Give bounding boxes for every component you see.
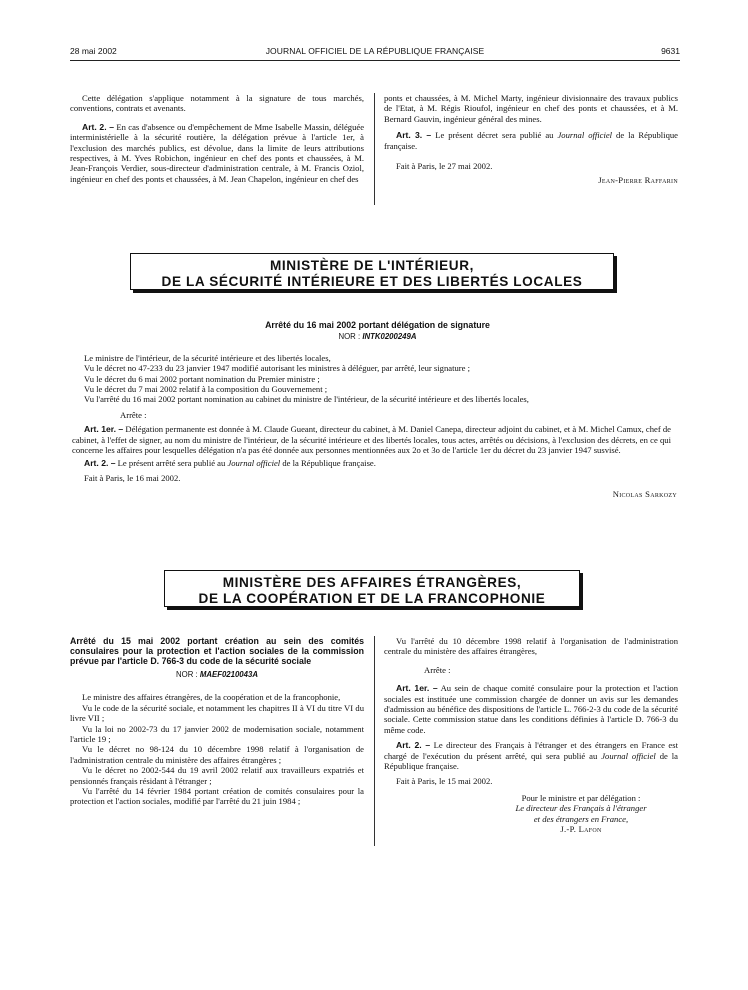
header-rule (70, 60, 680, 61)
signature-intro: Pour le ministre et par délégation : (521, 792, 641, 803)
article-label: Art. 1er. – (396, 683, 438, 694)
fait-a-paris: Fait à Paris, le 16 mai 2002. (84, 472, 181, 483)
nor-label: NOR : (338, 332, 363, 342)
journal-officiel-ref: Journal officiel (227, 458, 281, 469)
article-text: Le directeur des Français à l'étranger et des étrangers en France est chargé de l'exécution du présent arrêté, qui sera publié au (384, 740, 678, 761)
ministry-interieur-box (130, 253, 614, 290)
article-text: de la République française. (384, 130, 678, 151)
visa-line: Vu le décret no 98-124 du 10 décembre 1998 relatif à l'organisation de l'administration centrale du ministère des affaires étrangères ; (70, 744, 364, 765)
visa-line: Vu le décret no 2002-544 du 19 avril 2002 relatif aux travailleurs expatriés et pensionnés français résidant à l'étranger ; (70, 765, 364, 786)
ministry-line-1: MINISTÈRE DES AFFAIRES ÉTRANGÈRES, (222, 575, 522, 590)
signature-block (484, 793, 678, 835)
nor-label: NOR : (176, 670, 200, 679)
section1-left-column (70, 93, 364, 184)
article-text: En cas d'absence ou d'empêchement de Mme Isabelle Massin, déléguée interministérielle à la sécurité routière, la délégation prévue à l'article 1er, à l'exclusion des marchés publics, est dévolue, dans la limite de leurs attributions respectives, à M. Yves Robichon, ingénieur en chef des ponts et chaussées, à M. Jean-François Verdier, sous-directeur d'administration centrale, à M. Francis Oziol, ingénieur en chef des ponts et chaussées, à M. Jean Chapelon, ingénieur en chef des (70, 121, 365, 184)
article-label: Art. 2. – (82, 121, 114, 132)
article-3-paragraph (384, 130, 678, 151)
ministry-line-2: DE LA COOPÉRATION ET DE LA FRANCOPHONIE (198, 591, 546, 606)
column-divider (374, 636, 375, 846)
article-text: Au sein de chaque comité consulaire pour la protection et l'action sociales est instituée une commission chargée de donner un avis sur les demandes d'admission au bénéfice des dispositions de l'article L. 766-2-3 du code de la sécurité sociale. Cette commission statue dans les conditions définies à l'article D. 766-3 du même code. (384, 683, 678, 735)
visa-line: Vu l'arrêté du 14 février 1984 portant création de comités consulaires pour la protection et l'action sociales, modifié par l'arrêté du 21 juin 1984 ; (70, 786, 364, 807)
article-text: de la République française. (280, 458, 376, 469)
journal-officiel-ref: Journal officiel (601, 750, 656, 761)
arrete-word: Arrête : (120, 409, 147, 420)
nor-reference (70, 670, 364, 680)
visa-line: Le ministre de l'intérieur, de la sécurité intérieure et des libertés locales, (84, 352, 331, 363)
article-text: de la République française. (384, 750, 678, 772)
article-2-paragraph (72, 458, 671, 468)
visa-line: Vu le décret du 7 mai 2002 relatif à la composition du Gouvernement ; (84, 384, 328, 395)
article-text: Délégation permanente est donnée à M. Claude Gueant, directeur du cabinet, à M. Daniel Canepa, directeur adjoint du cabinet, et à M. Michel Camux, chef de cabinet, à l'effet de signer, au nom du ministre de l'intérieur, de la sécurité intérieure et des libertés locales, tous actes, arrêtés ou décisions, à l'exclusion des décrets, en ce qui concerne les affaires pour lesquelles délégation n'a pas été donnée aux personnes mentionnées aux 2o et 3o de l'article 1er du décret du 23 janvier 1947 susvisé. (72, 424, 671, 456)
arrete-title: Arrêté du 15 mai 2002 portant création au sein des comités consulaires pour la protection et l'action sociales de la commission prévue par l'article D. 766-3 du code de la sécurité sociale (70, 636, 364, 666)
header-journal-title: JOURNAL OFFICIEL DE LA RÉPUBLIQUE FRANÇAISE (265, 46, 485, 56)
column-divider (374, 93, 375, 205)
delegation-paragraph: Cette délégation s'applique notamment à la signature de tous marchés, conventions, contrats et avenants. (70, 93, 364, 114)
arrete-2-left-column (70, 636, 364, 807)
nor-code: INTK0200249A (362, 332, 417, 342)
article-label: Art. 2. – (396, 740, 431, 751)
article-1-paragraph (384, 683, 678, 735)
journal-officiel-ref: Journal officiel (557, 130, 613, 141)
nor-reference (84, 332, 671, 342)
visa-line: Vu l'arrêté du 16 mai 2002 portant nomination au cabinet du ministre de l'intérieur, de la sécurité intérieure et des libertés locales, (84, 394, 529, 405)
signature-role-line-2: et des étrangers en France, (533, 813, 629, 824)
nor-code: MAEF0210043A (199, 670, 258, 679)
signature: Nicolas Sarkozy (612, 489, 677, 500)
page-header (70, 46, 680, 58)
signature: J.-P. Lafon (560, 824, 602, 835)
visas-list (70, 692, 364, 806)
article-label: Art. 3. – (396, 130, 432, 141)
article-label: Art. 1er. – (84, 424, 124, 435)
fait-a-paris: Fait à Paris, le 27 mai 2002. (396, 161, 493, 172)
visa-line: Le ministre des affaires étrangères, de la coopération et de la francophonie, (82, 692, 341, 703)
visa-line: Vu l'arrêté du 10 décembre 1998 relatif à l'organisation de l'administration centrale du ministère des affaires étrangères, (384, 636, 678, 657)
arrete-title: Arrêté du 16 mai 2002 portant délégation de signature (265, 320, 490, 330)
visa-line: Vu le décret no 47-233 du 23 janvier 1947 modifié autorisant les ministres à déléguer, par arrêté, leur signature ; (84, 363, 470, 374)
signature: Jean-Pierre Raffarin (598, 175, 678, 186)
arrete-word: Arrête : (424, 664, 451, 675)
section1-right-column (384, 93, 678, 186)
article-2-paragraph (384, 740, 678, 771)
signature-role-line-1: Le directeur des Français à l'étranger (515, 803, 647, 814)
header-date: 28 mai 2002 (70, 46, 117, 56)
article-label: Art. 2. – (84, 458, 116, 469)
article-text: Le présent arrêté sera publié au (115, 458, 228, 469)
visa-line: Vu le code de la sécurité sociale, et notamment les chapitres II à VI du titre VI du livre VII ; (70, 702, 364, 724)
header-page-number: 9631 (661, 46, 680, 56)
continuation-paragraph: ponts et chaussées, à M. Michel Marty, ingénieur divisionnaire des travaux publics de l'Etat, à M. Régis Rioufol, ingénieur en chef des ponts et chaussées, et à M. Bernard Gauvin, ingénieur général des mines. (384, 93, 678, 124)
arrete-1 (72, 320, 677, 500)
article-2-paragraph (70, 122, 364, 184)
ministry-line-1: MINISTÈRE DE L'INTÉRIEUR, (269, 258, 475, 273)
article-1-paragraph (72, 424, 671, 455)
fait-a-paris: Fait à Paris, le 15 mai 2002. (396, 776, 493, 787)
ministry-affaires-etrangeres-box (164, 570, 580, 607)
article-text: Le présent décret sera publié au (431, 130, 558, 141)
visa-line: Vu la loi no 2002-73 du 17 janvier 2002 de modernisation sociale, notamment l'article 19 ; (70, 723, 364, 745)
visa-line: Vu le décret du 6 mai 2002 portant nomination du Premier ministre ; (84, 373, 320, 384)
ministry-line-2: DE LA SÉCURITÉ INTÉRIEURE ET DES LIBERTÉS LOCALES (161, 274, 583, 289)
visas-list (72, 353, 671, 405)
arrete-2-right-column (384, 636, 678, 835)
